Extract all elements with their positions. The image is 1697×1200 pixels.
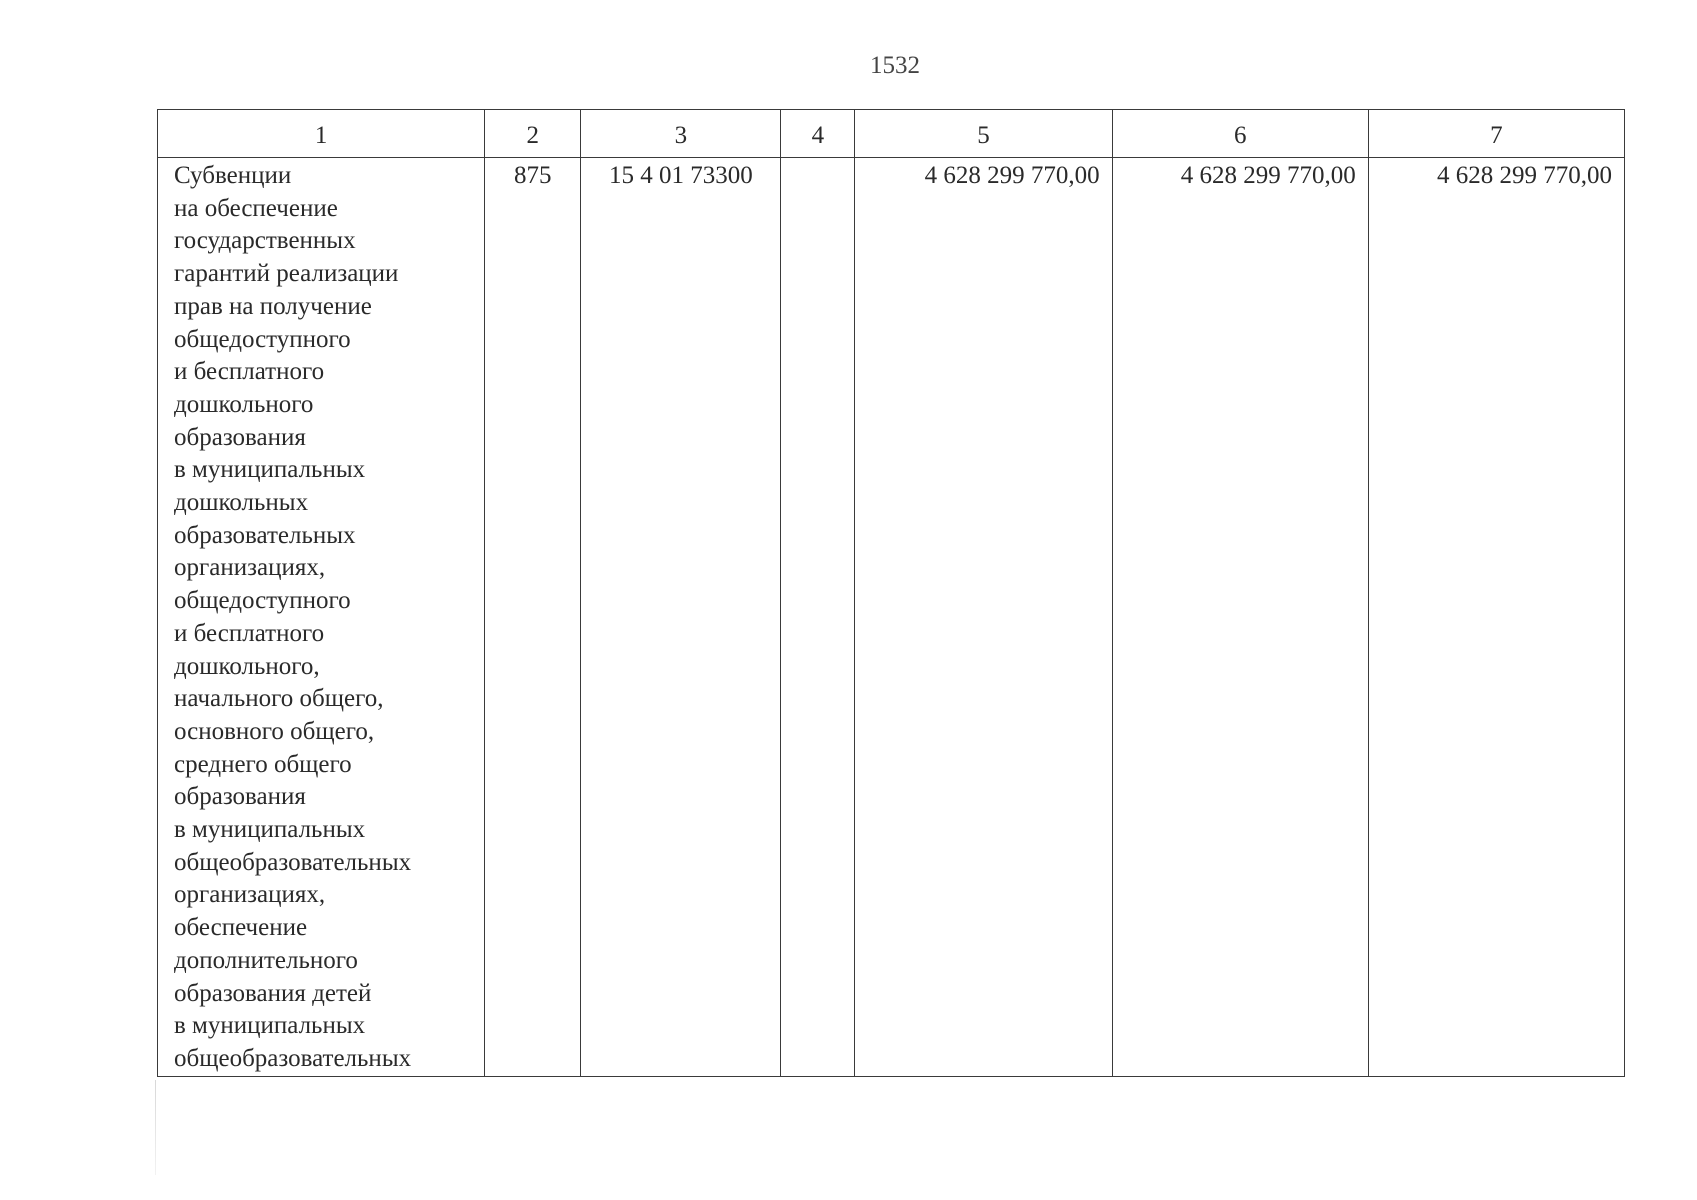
budget-table <box>157 109 1625 1077</box>
scan-edge-mark <box>155 1080 156 1175</box>
row-description: Субвенции на обеспечение государственных гарантий реализации прав на получение общедоступного и бесплатного дошкольного образования в муниципальных дошкольных образовательных организациях, общедоступного и бесплатного дошкольного, начального общего, основного общего, среднего общего образования в муниципальных общеобразовательных организациях, обеспечение дополнительного образования детей в муниципальных общеобразовательных <box>158 158 485 1077</box>
column-header-6: 6 <box>1112 110 1368 158</box>
page-number: 1532 <box>870 52 920 79</box>
row-value-5: 4 628 299 770,00 <box>855 158 1112 1077</box>
column-header-7: 7 <box>1368 110 1624 158</box>
column-header-5: 5 <box>855 110 1112 158</box>
row-value-6: 4 628 299 770,00 <box>1112 158 1368 1077</box>
table-row <box>158 158 1625 1077</box>
column-header-3: 3 <box>581 110 781 158</box>
row-value-7: 4 628 299 770,00 <box>1368 158 1624 1077</box>
column-header-1: 1 <box>158 110 485 158</box>
column-header-2: 2 <box>485 110 581 158</box>
row-code-3: 15 4 01 73300 <box>581 158 781 1077</box>
row-code-4 <box>781 158 855 1077</box>
table-header-row <box>158 110 1625 158</box>
column-header-4: 4 <box>781 110 855 158</box>
row-code-2: 875 <box>485 158 581 1077</box>
